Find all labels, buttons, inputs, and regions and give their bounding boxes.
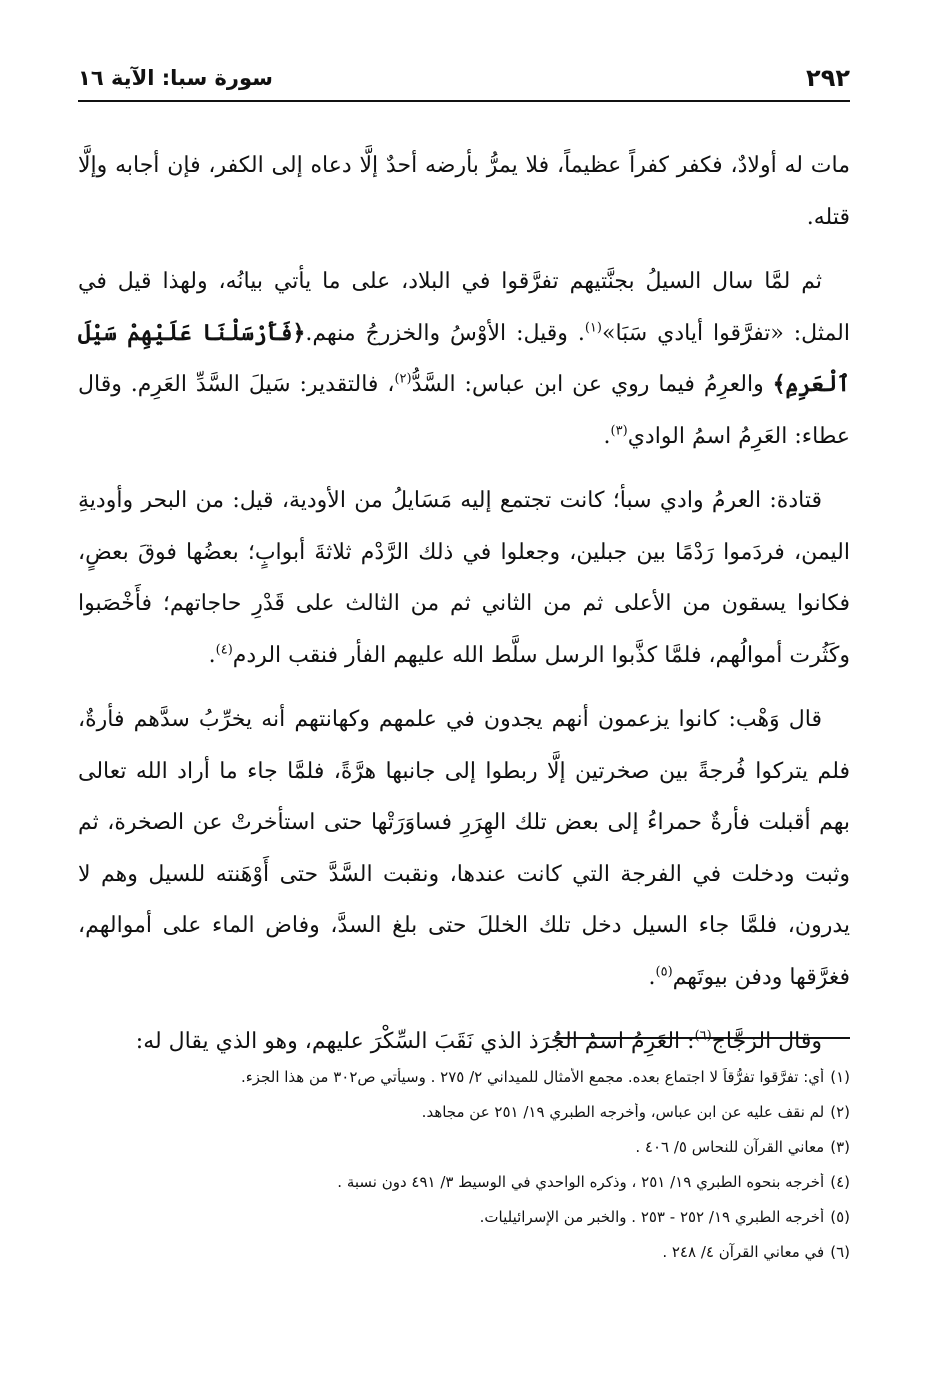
main-text [78, 140, 850, 1081]
footnote-3: (٣)معاني القرآن للنحاس ٥/ ٤٠٦ . [635, 1138, 850, 1156]
paragraph-5: وقال الزجَّاج$^{(٦)}$: العَرِمُ اسمُ الجُرَذ الذي نَقَبَ السِّكْرَ عليهم، وهو الذي يقال له: [135, 1028, 822, 1054]
header-rule [78, 100, 850, 102]
paragraph-4: قال وَهْب: كانوا يزعمون أنهم يجدون في علمهم وكهانتهم أنه يخرِّبُ سدَّهم فأرةٌ، فلم يتركوا فُرجةً بين صخرتين إلَّا ربطوا إلى جانبها هرَّةً، فلمَّا جاء ما أراد الله تعالى بهم أقبلت فأرةٌ حمراءُ إلى بعض تلك الهِرَرِ فساوَرَتْها حتى استأخرتْ عن الصخرة، ثم وثبت ودخلت في الفرجة التي كانت عندها، ونقبت السَّدَّ حتى أَوْهَنته للسيل وهم لا يدرون، فلمَّا جاء السيل دخل تلك الخللَ حتى بلغ السدَّ، وفاض الماء على أموالهم، فغرَّقها ودفن بيوتَهم$^{(٥)}$. [78, 707, 850, 990]
quran-verse: ﴿فَأَرْسَلْنَا عَلَيْهِمْ سَيْلَ ٱلْعَرِمِ﴾ [78, 319, 850, 397]
footnote-ref-3[interactable]: (٣) [610, 423, 628, 439]
footnote-2: (٢)لم نقف عليه عن ابن عباس، وأخرجه الطبري ١٩/ ٢٥١ عن مجاهد. [421, 1103, 850, 1121]
footnote-ref-6[interactable]: (٦) [694, 1028, 712, 1044]
paragraph-3: قتادة: العرمُ وادي سبأ؛ كانت تجتمع إليه مَسَايلُ من الأودية، قيل: من البحر وأوديةِ اليمن، فردَموا رَدْمًا بين جبلين، وجعلوا في ذلك الرَّدْم ثلاثةَ أبوابٍ؛ بعضُها فوقَ بعضٍ، فكانوا يسقون من الأعلى ثم من الثاني ثم من الثالث على قَدْرِ حاجاتهم؛ فأَخْصَبوا وكَثُرت أموالُهم، فلمَّا كذَّبوا الرسل سلَّط الله عليهم الفأر فنقب الردم$^{(٤)}$. [78, 488, 850, 668]
footnote-ref-1[interactable]: (١) [584, 320, 602, 336]
page-number: ٢٩٢ [806, 64, 850, 92]
footnote-1: (١)أي: تفرَّقوا تفرُّقاً لا اجتماع بعده. مجمع الأمثال للميداني ٢/ ٢٧٥ . وسيأتي ص٣٠٢ من هذا الجزء. [240, 1068, 850, 1086]
footnote-ref-4[interactable]: (٤) [215, 642, 233, 658]
footnote-ref-5[interactable]: (٥) [655, 964, 673, 980]
paragraph-1: مات له أولادٌ، فكفر كفراً عظيماً، فلا يمرُّ بأرضه أحدٌ إلَّا دعاه إلى الكفر، فإن أجابه وإلَّا قتله. [78, 153, 850, 230]
footnote-4: (٤)أخرجه بنحوه الطبري ١٩/ ٢٥١ ، وذكره الواحدي في الوسيط ٣/ ٤٩١ دون نسبة . [337, 1173, 850, 1191]
footnotes [78, 1068, 850, 1278]
footnote-separator [555, 1037, 850, 1039]
paragraph-2: ثم لمَّا سال السيلُ بجنَّتيهم تفرَّقوا في البلاد، على ما يأتي بيانُه، ولهذا قيل في المثل: «تفرَّقوا أيادي سَبَا»$^{(١)}$. وقيل: الأوْسُ والخزرجُ منهم.﴿فَأَرْسَلْنَا عَلَيْهِمْ سَيْلَ ٱلْعَرِمِ﴾ والعرِمُ فيما روي عن ابن عباس: السَّدُّ$^{(٢)}$، فالتقدير: سَيلَ السَّدِّ العَرِم. وقال عطاء: العَرِمُ اسمُ الوادي$^{(٣)}$. [78, 269, 850, 449]
footnote-5: (٥)أخرجه الطبري ١٩/ ٢٥٢ - ٢٥٣ . والخبر من الإسرائيليات. [479, 1208, 850, 1226]
page-header [78, 62, 850, 98]
running-title: سورة سبا: الآية ١٦ [78, 66, 273, 90]
footnote-ref-2[interactable]: (٢) [394, 371, 412, 387]
footnote-6: (٦)في معاني القرآن ٤/ ٢٤٨ . [662, 1243, 850, 1261]
